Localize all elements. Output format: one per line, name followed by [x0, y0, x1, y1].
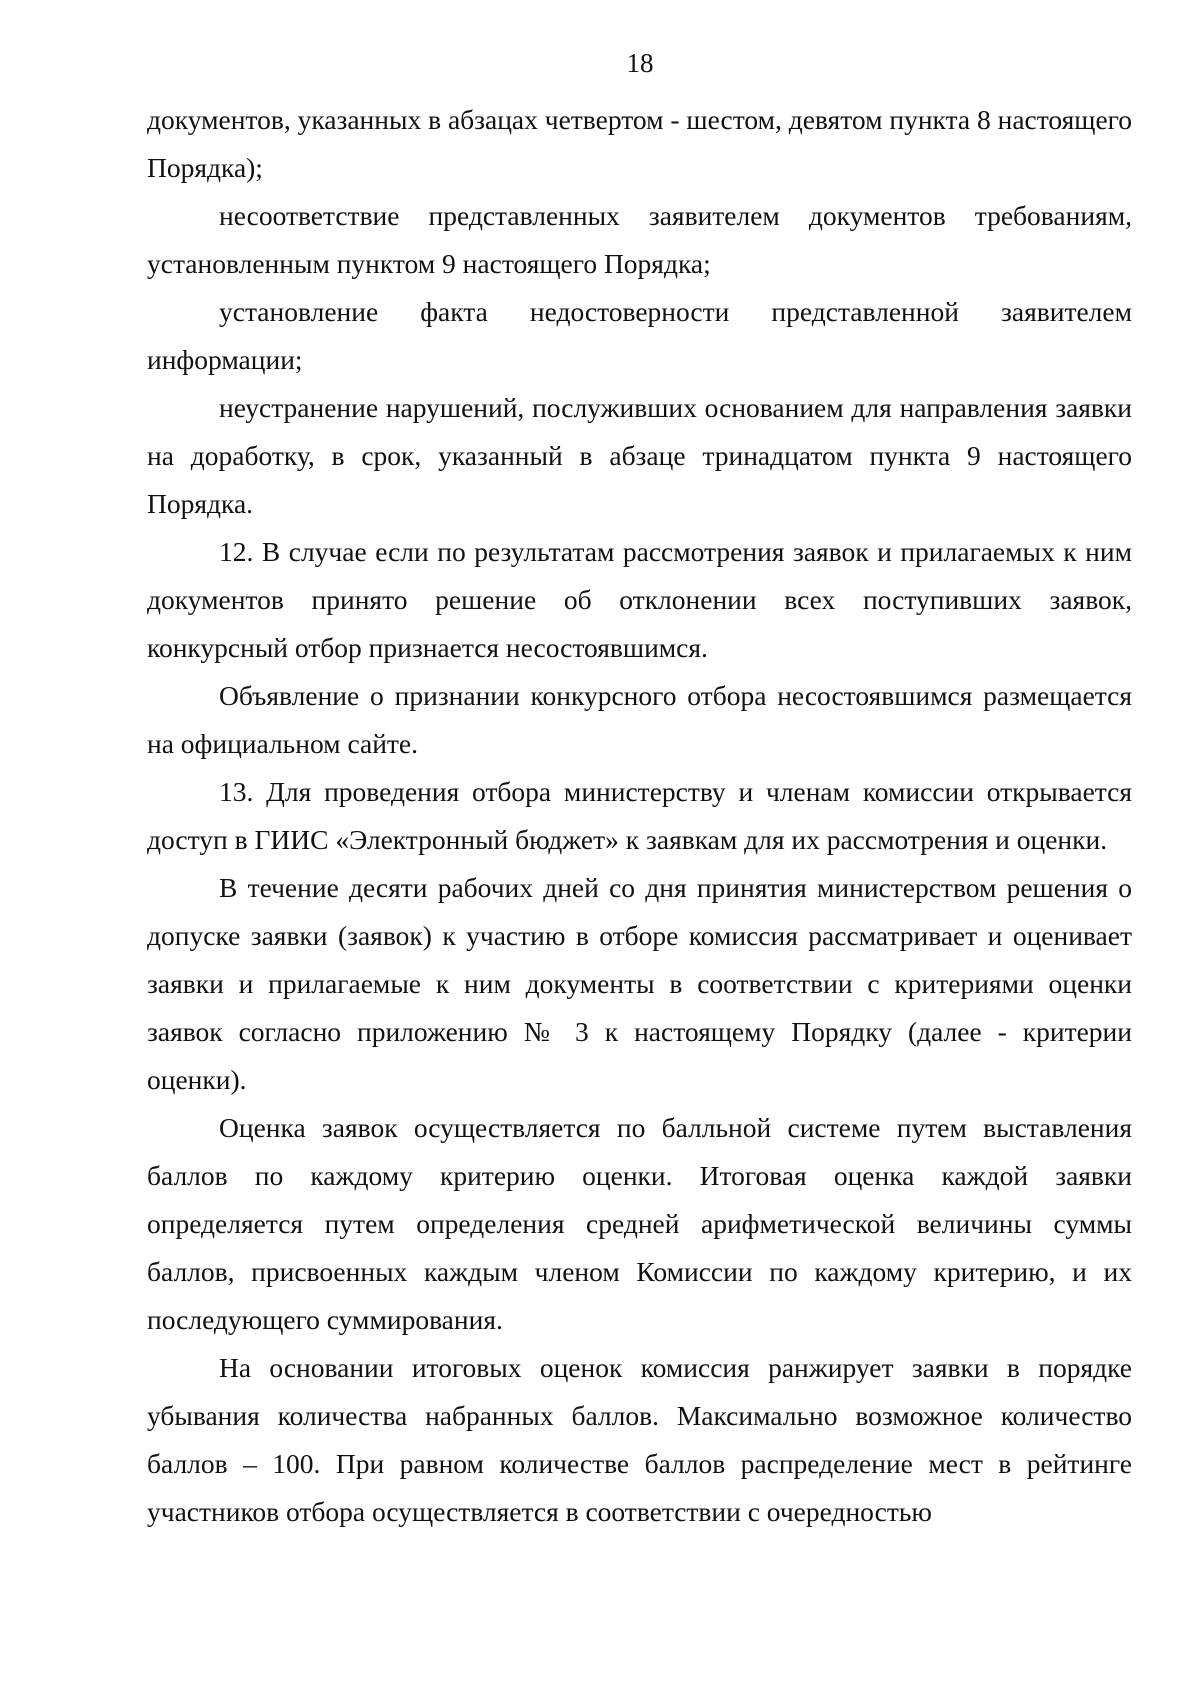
- document-body: [147, 96, 1132, 1536]
- paragraph-continuation: документов, указанных в абзацах четвертом - шестом, девятом пункта 8 настоящего Порядка);: [147, 104, 1132, 183]
- paragraph-ranking: На основании итоговых оценок комиссия ранжирует заявки в порядке убывания количества набранных баллов. Максимально возможное количество баллов – 100. При равном количестве баллов распределение мест в рейтинге участников отбора осуществляется в соответствии с очередностью: [147, 1352, 1132, 1527]
- paragraph-section-13: 13. Для проведения отбора министерству и членам комиссии открывается доступ в ГИИС «Электронный бюджет» к заявкам для их рассмотрения и оценки.: [147, 776, 1132, 855]
- paragraph-noncompliance: несоответствие представленных заявителем документов требованиям, установленным пунктом 9 настоящего Порядка;: [147, 200, 1132, 279]
- page-number: 18: [626, 48, 654, 78]
- paragraph-announcement: Объявление о признании конкурсного отбора несостоявшимся размещается на официальном сайте.: [147, 680, 1132, 759]
- paragraph-review-period: В течение десяти рабочих дней со дня принятия министерством решения о допуске заявки (заявок) к участию в отборе комиссия рассматривает и оценивает заявки и прилагаемые к ним документы в соответствии с критериями оценки заявок согласно приложению № 3 к настоящему Порядку (далее - критерии оценки).: [147, 872, 1132, 1095]
- paragraph-section-12: 12. В случае если по результатам рассмотрения заявок и прилагаемых к ним документов принято решение об отклонении всех поступивших заявок, конкурсный отбор признается несостоявшимся.: [147, 536, 1132, 663]
- paragraph-false-information: установление факта недостоверности представленной заявителем информации;: [147, 296, 1132, 375]
- paragraph-unresolved-violations: неустранение нарушений, послуживших основанием для направления заявки на доработку, в срок, указанный в абзаце тринадцатом пункта 9 настоящего Порядка.: [147, 392, 1132, 519]
- paragraph-scoring: Оценка заявок осуществляется по балльной системе путем выставления баллов по каждому критерию оценки. Итоговая оценка каждой заявки определяется путем определения средней арифметической величины суммы баллов, присвоенных каждым членом Комиссии по каждому критерию, и их последующего суммирования.: [147, 1112, 1132, 1335]
